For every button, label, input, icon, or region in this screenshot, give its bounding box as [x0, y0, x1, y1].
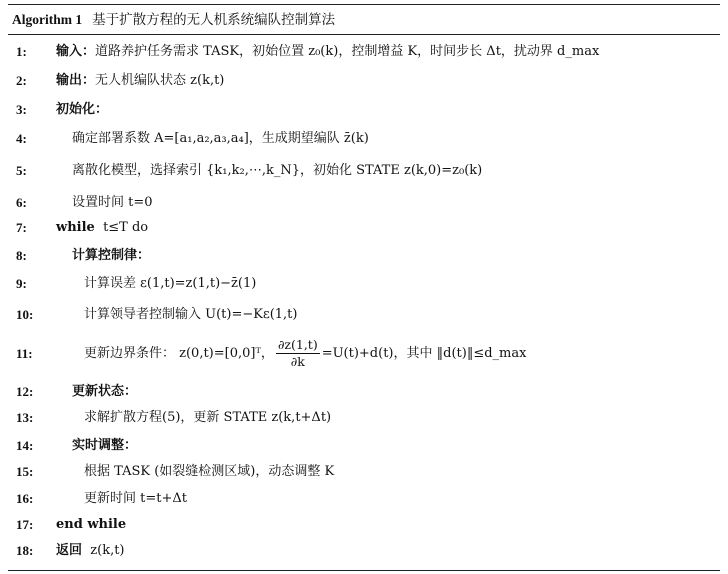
line-number: 7: [16, 220, 27, 235]
line-text: z(k,t) [90, 543, 125, 558]
line-text: 求解扩散方程(5)，更新 STATE z(k,t+Δt) [84, 410, 332, 425]
line-number: 11: [16, 346, 33, 361]
line-text: 设置时间 t=0 [72, 195, 153, 210]
line-number: 10: [16, 307, 34, 322]
algorithm-line [8, 193, 720, 213]
fraction-denominator: ∂k [290, 354, 305, 369]
algorithm-line [8, 436, 720, 456]
algorithm-line [8, 218, 720, 238]
algorithm-line [8, 246, 720, 266]
bottom-rule [8, 570, 720, 571]
line-keyword: while [56, 220, 95, 235]
line-text: =U(t)+d(t)，其中 ‖d(t)‖≤d_max [321, 346, 527, 361]
line-keyword: 计算控制律： [72, 248, 151, 263]
algorithm-line [8, 305, 720, 325]
line-text: 道路养护任务需求 TASK，初始位置 z₀(k)，控制增益 K，时间步长 Δt，扰动界 d_max [95, 44, 600, 59]
algorithm-line [8, 408, 720, 428]
algorithm-line [8, 515, 720, 535]
line-number: 8: [16, 248, 27, 263]
line-keyword: 实时调整： [72, 438, 138, 453]
line-text: 确定部署系数 A=[a₁,a₂,a₃,a₄]，生成期望编队 z̄(k) [72, 131, 369, 146]
line-text: 离散化模型，选择索引 {k₁,k₂,⋯,k_N}，初始化 STATE z(k,0)=z₀(k) [72, 163, 483, 178]
algorithm-line [8, 489, 720, 509]
line-text: 计算误差 ε(1,t)=z(1,t)−z̄(1) [84, 276, 257, 291]
algorithm-line [8, 100, 720, 120]
line-number: 18: [16, 543, 34, 558]
line-text: 更新边界条件： z(0,t)=[0,0]ᵀ， [84, 346, 274, 361]
line-text: 无人机编队状态 z(k,t) [95, 73, 225, 88]
partial-derivative-fraction [276, 337, 320, 370]
line-number: 5: [16, 163, 27, 178]
line-keyword: 输出： [56, 73, 96, 88]
header-rule [8, 34, 720, 35]
line-number: 3: [16, 102, 27, 117]
line-number: 13: [16, 410, 34, 425]
algorithm-label: Algorithm 1 [12, 12, 83, 27]
algorithm-title [12, 10, 335, 30]
line-number: 9: [16, 276, 27, 291]
line-keyword: end while [56, 517, 127, 532]
line-text: 根据 TASK (如裂缝检测区域)，动态调整 K [84, 464, 335, 479]
line-keyword: 更新状态： [72, 384, 138, 399]
line-number: 14: [16, 438, 34, 453]
line-number: 12: [16, 384, 34, 399]
line-text: 计算领导者控制输入 U(t)=−Kε(1,t) [84, 307, 298, 322]
line-number: 17: [16, 517, 34, 532]
algorithm-line [8, 161, 720, 181]
line-number: 2: [16, 73, 27, 88]
line-number: 15: [16, 464, 34, 479]
algorithm-line [8, 129, 720, 149]
algorithm-line [8, 334, 720, 374]
algorithm-line [8, 71, 720, 91]
line-number: 16: [16, 491, 34, 506]
algorithm-line [8, 382, 720, 402]
line-keyword: 返回 [56, 543, 83, 558]
line-text: 更新时间 t=t+Δt [84, 491, 187, 506]
algorithm-line [8, 274, 720, 294]
algorithm-line [8, 462, 720, 482]
algorithm-caption: 基于扩散方程的无人机系统编队控制算法 [92, 12, 336, 28]
line-keyword: 初始化： [56, 102, 109, 117]
algorithm-line [8, 541, 720, 561]
top-rule [8, 4, 720, 5]
line-number: 4: [16, 131, 27, 146]
algorithm-line [8, 42, 720, 62]
line-number: 1: [16, 44, 27, 59]
fraction-numerator: ∂z(1,t) [277, 337, 318, 352]
line-number: 6: [16, 195, 27, 210]
line-text: t≤T do [103, 220, 149, 235]
line-keyword: 输入： [56, 44, 96, 59]
